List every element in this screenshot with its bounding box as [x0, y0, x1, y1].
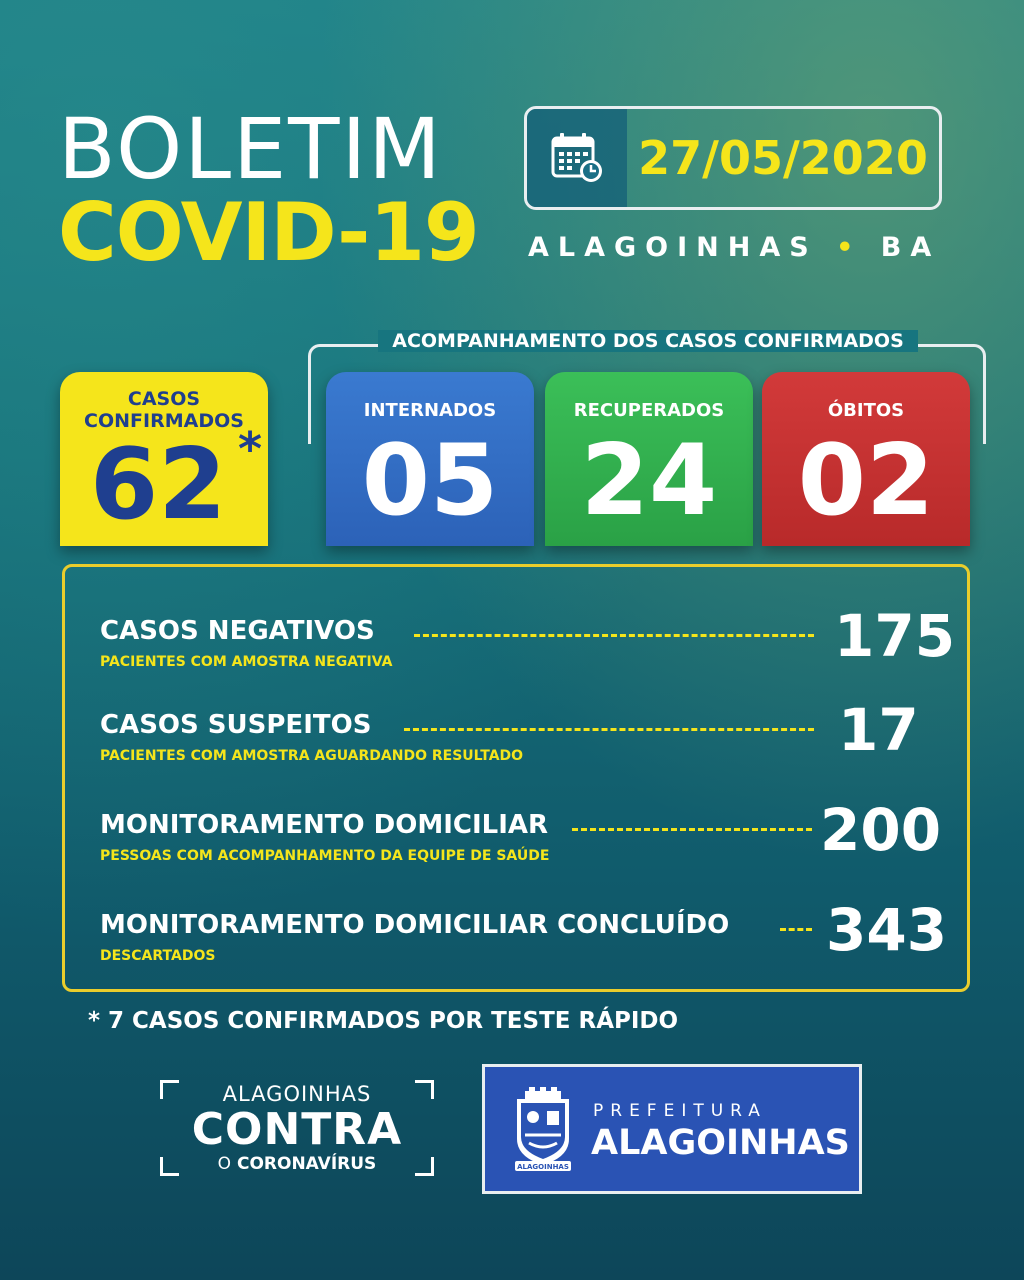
- footnote: * 7 CASOS CONFIRMADOS POR TESTE RÁPIDO: [88, 1008, 679, 1034]
- stat-name: MONITORAMENTO DOMICILIAR CONCLUÍDO: [100, 910, 730, 940]
- city-state: [528, 232, 946, 263]
- dotted-leader: [572, 828, 812, 831]
- stat-value: 175: [834, 602, 956, 670]
- hospitalized-card: [326, 372, 534, 546]
- deaths-card: [762, 372, 970, 546]
- state-name: BA: [880, 232, 941, 263]
- stat-description: PESSOAS COM ACOMPANHAMENTO DA EQUIPE DE SAÚDE: [100, 848, 550, 864]
- dotted-leader: [780, 928, 812, 931]
- title-covid: COVID-19: [58, 186, 479, 279]
- confirmed-cases-label: CASOS CONFIRMADOS: [84, 388, 244, 432]
- stat-value: 343: [826, 896, 948, 964]
- footnote-marker: *: [238, 422, 263, 476]
- title-boletim: BOLETIM: [58, 100, 443, 198]
- stat-description: PACIENTES COM AMOSTRA AGUARDANDO RESULTADO: [100, 748, 524, 764]
- dotted-leader: [404, 728, 814, 731]
- city-name: ALAGOINHAS: [528, 232, 818, 263]
- confirmed-cases-card: [60, 372, 268, 546]
- stat-name: CASOS NEGATIVOS: [100, 616, 375, 646]
- calendar-clock-icon: [527, 109, 627, 207]
- campaign-city: ALAGOINHAS: [222, 1082, 372, 1106]
- stat-value: 200: [820, 796, 942, 864]
- separator-dot: •: [836, 232, 863, 263]
- campaign-coronavirus: O CORONAVÍRUS: [217, 1154, 377, 1174]
- dotted-leader: [414, 634, 814, 637]
- recovered-value: 24: [580, 424, 718, 538]
- hospitalized-value: 05: [361, 424, 499, 538]
- deaths-value: 02: [797, 424, 935, 538]
- city-hall-name: ALAGOINHAS: [591, 1123, 850, 1163]
- campaign-contra: CONTRA: [191, 1104, 403, 1155]
- stat-description: PACIENTES COM AMOSTRA NEGATIVA: [100, 654, 393, 670]
- stat-description: DESCARTADOS: [100, 948, 216, 964]
- recovered-card: [545, 372, 753, 546]
- campaign-logo: [160, 1080, 434, 1176]
- bulletin-date: 27/05/2020: [638, 131, 928, 185]
- confirmed-cases-value: 62: [90, 428, 227, 542]
- hospitalized-label: INTERNADOS: [363, 400, 497, 421]
- stat-name: CASOS SUSPEITOS: [100, 710, 372, 740]
- city-crest-icon: [511, 1087, 575, 1173]
- follow-up-title: ACOMPANHAMENTO DOS CASOS CONFIRMADOS: [310, 330, 986, 352]
- stat-name: MONITORAMENTO DOMICILIAR: [100, 810, 549, 840]
- recovered-label: RECUPERADOS: [573, 400, 725, 421]
- stat-value: 17: [838, 696, 919, 764]
- city-hall-label: PREFEITURA: [593, 1101, 767, 1121]
- city-hall-logo: [482, 1064, 862, 1194]
- deaths-label: ÓBITOS: [827, 400, 905, 421]
- date-box: [524, 106, 942, 210]
- crest-text: ALAGOINHAS: [517, 1163, 569, 1171]
